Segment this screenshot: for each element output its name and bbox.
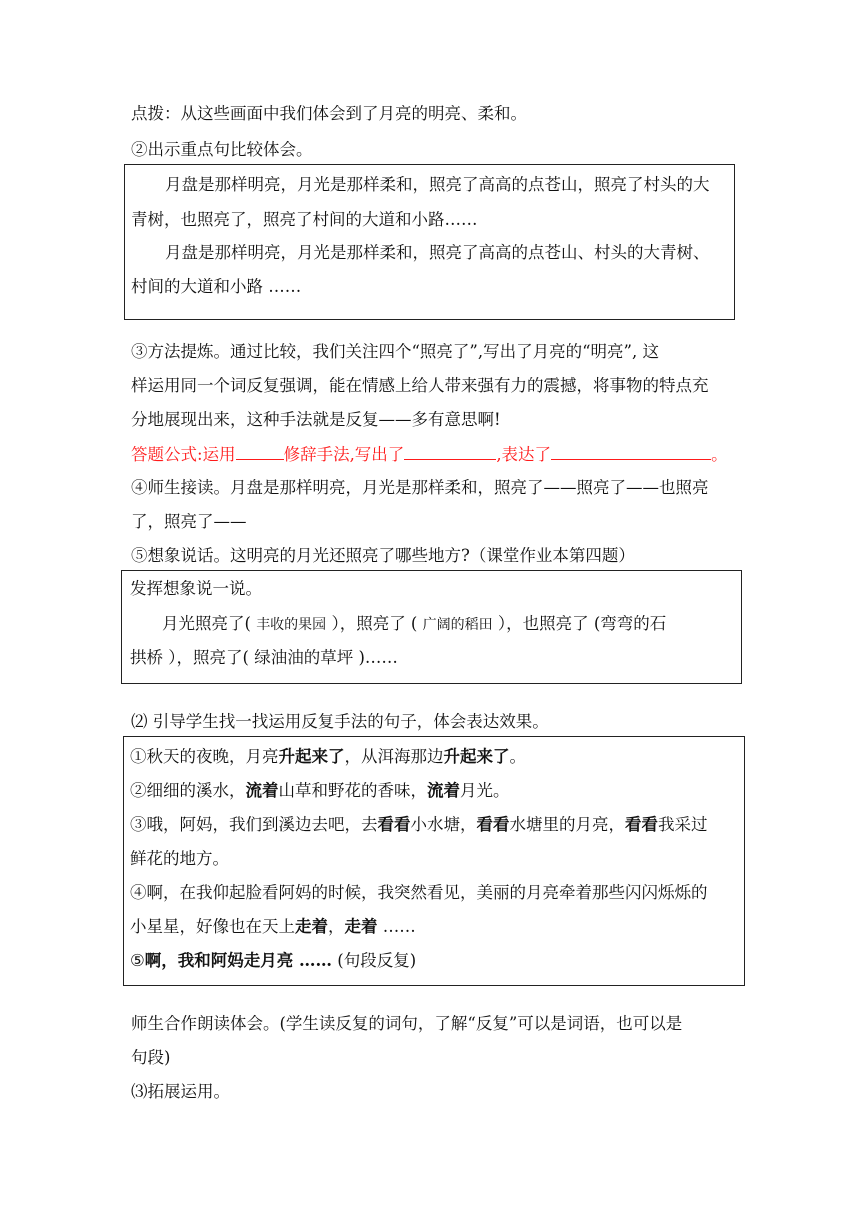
box1-line1: 月盘是那样明亮，月光是那样柔和，照亮了高高的点苍山，照亮了村头的大: [165, 175, 710, 194]
paragraph-find: ⑵ 引导学生找一找运用反复手法的句子，体会表达效果。: [131, 712, 549, 731]
formula-blank-3: [551, 444, 711, 460]
box2-line2: [162, 614, 666, 635]
box1-line3: 月盘是那样明亮，月光是那样柔和，照亮了高高的点苍山、村头的大青树、: [165, 243, 710, 262]
box2-line1: 发挥想象说一说。: [130, 579, 262, 598]
box3-row7: ⑤啊，我和阿妈走月亮 …… (句段反复): [130, 951, 417, 970]
formula-blank-1: [236, 444, 284, 460]
compare-sentences-box: [124, 164, 735, 320]
box2-text-e: ），也照亮了 (弯弯的石: [497, 614, 667, 633]
formula-part-a: 答题公式:运用: [131, 445, 236, 464]
box1-line2: 青树，也照亮了，照亮了村间的大道和小路……: [131, 210, 478, 229]
paragraph-compare: ②出示重点句比较体会。: [131, 140, 313, 159]
box2-line3: [130, 648, 398, 668]
imagine-box: [121, 570, 742, 684]
formula-part-d: 。: [711, 445, 728, 464]
paragraph-read-1: ④师生接读。月盘是那样明亮，月光是那样柔和，照亮了——照亮了——也照亮: [131, 478, 709, 497]
formula-blank-2: [404, 444, 496, 460]
box2-text-h: )……: [358, 648, 398, 667]
answer-orchard: 丰收的果园: [256, 617, 327, 633]
paragraph-extend: ⑶拓展运用。: [131, 1082, 230, 1101]
formula-part-b: 修辞手法,写出了: [283, 445, 405, 464]
box3-row5: ④啊，在我仰起脸看阿妈的时候，我突然看见，美丽的月亮牵着那些闪闪烁烁的: [130, 883, 708, 902]
formula-part-c: ,表达了: [496, 445, 552, 464]
box3-row3: ③哦，阿妈，我们到溪边去吧，去看看小水塘，看看水塘里的月亮，看看我采过: [130, 815, 708, 834]
box2-text-f: 拱桥 ），照亮了(: [130, 648, 249, 667]
answer-paddy: 广阔的稻田: [422, 617, 493, 633]
paragraph-read-2: 了，照亮了——: [131, 512, 247, 531]
paragraph-read-together-2: 句段): [131, 1048, 171, 1067]
box3-row2: ②细细的溪水，流着山草和野花的香味，流着月光。: [130, 781, 510, 800]
box2-text-c: ），照亮了 (: [331, 614, 418, 633]
repetition-box: [123, 736, 745, 986]
box3-row1: ①秋天的夜晚，月亮升起来了，从洱海那边升起来了。: [130, 747, 526, 766]
answer-formula: [131, 444, 728, 465]
paragraph-method-1: ③方法提炼。通过比较，我们关注四个“照亮了”,写出了月亮的“明亮”, 这: [131, 342, 659, 361]
answer-lawn: 绿油油的草坪: [254, 648, 354, 667]
box3-row6: 小星星，好像也在天上走着，走着 ……: [130, 917, 416, 936]
box2-text-a: 月光照亮了(: [162, 614, 251, 633]
paragraph-method-2: 样运用同一个词反复强调，能在情感上给人带来强有力的震撼，将事物的特点充: [131, 376, 709, 395]
paragraph-read-together-1: 师生合作朗读体会。(学生读反复的词句，了解“反复”可以是词语，也可以是: [131, 1014, 683, 1033]
paragraph-guidance: 点拨：从这些画面中我们体会到了月亮的明亮、柔和。: [131, 104, 527, 123]
box1-line4: 村间的大道和小路 ……: [131, 277, 302, 296]
box3-row4: 鲜花的地方。: [130, 849, 229, 868]
paragraph-method-3: 分地展现出来，这种手法就是反复——多有意思啊!: [131, 410, 501, 429]
paragraph-imagine: ⑤想象说话。这明亮的月光还照亮了哪些地方?（课堂作业本第四题）: [131, 546, 635, 565]
